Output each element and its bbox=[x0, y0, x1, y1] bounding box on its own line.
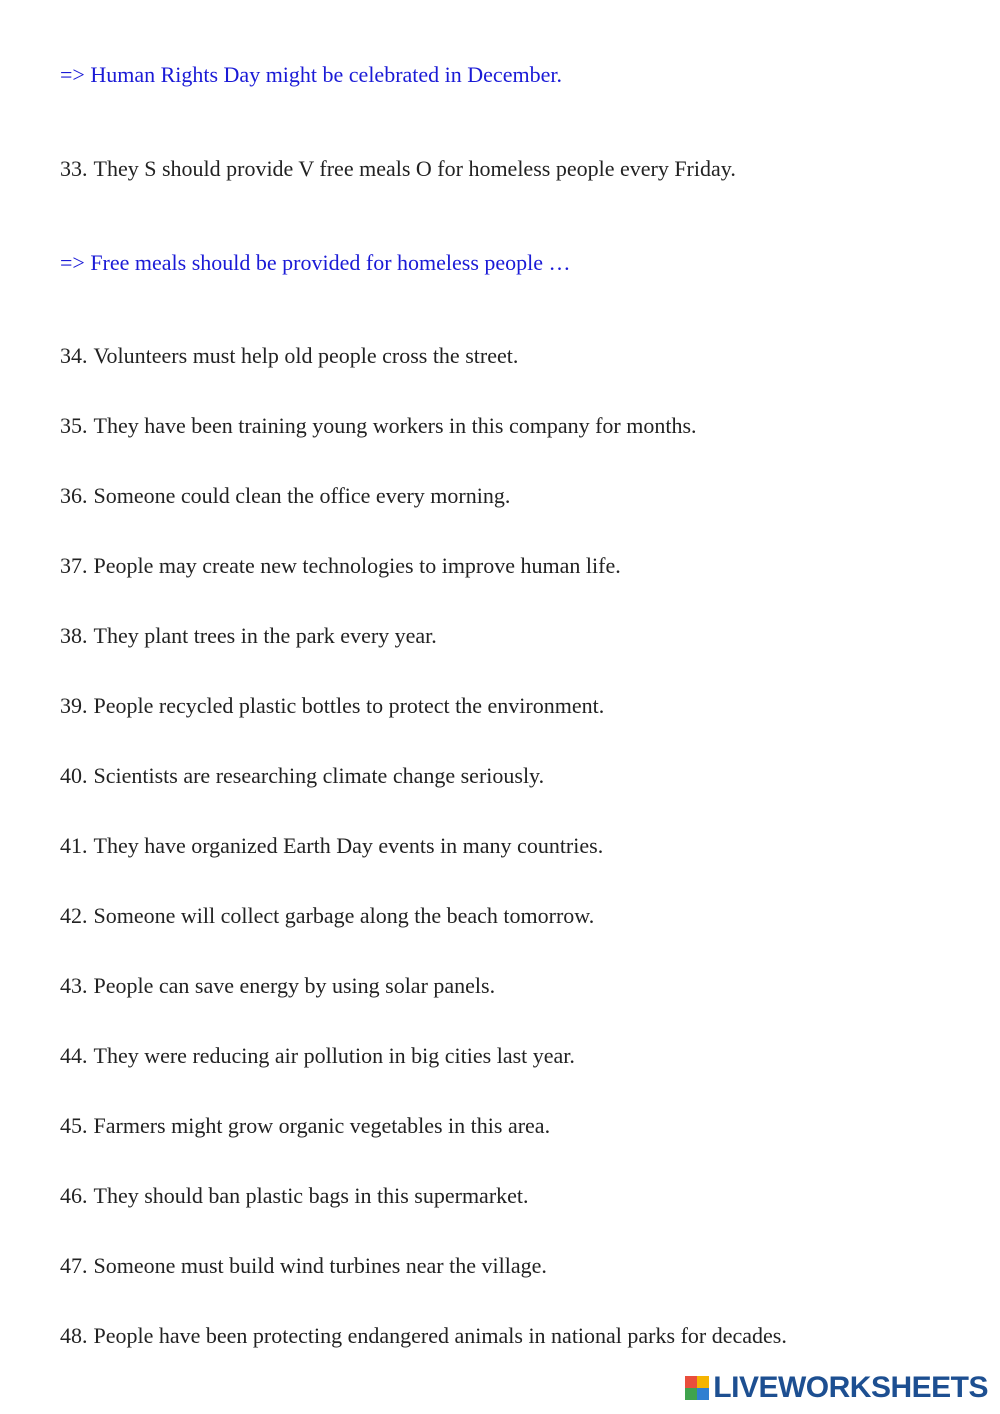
question-36 bbox=[60, 482, 510, 510]
question-text: They S should provide V free meals O for homeless people every Friday. bbox=[93, 156, 736, 181]
question-42 bbox=[60, 902, 594, 930]
logo-text: LIVEWORKSHEETS bbox=[713, 1371, 988, 1404]
question-48 bbox=[60, 1322, 787, 1350]
question-number: 34. bbox=[60, 343, 88, 368]
question-text: People have been protecting endangered animals in national parks for decades. bbox=[93, 1323, 787, 1348]
logo-square-green bbox=[685, 1388, 697, 1400]
question-37 bbox=[60, 552, 621, 580]
logo-square-red bbox=[685, 1376, 697, 1388]
question-number: 38. bbox=[60, 623, 88, 648]
question-number: 40. bbox=[60, 763, 88, 788]
liveworksheets-logo[interactable] bbox=[685, 1370, 988, 1406]
question-33 bbox=[60, 155, 736, 183]
question-number: 44. bbox=[60, 1043, 88, 1068]
question-number: 41. bbox=[60, 833, 88, 858]
question-39 bbox=[60, 692, 604, 720]
question-text: Volunteers must help old people cross the street. bbox=[93, 343, 519, 368]
question-number: 47. bbox=[60, 1253, 88, 1278]
question-number: 46. bbox=[60, 1183, 88, 1208]
question-number: 36. bbox=[60, 483, 88, 508]
question-number: 43. bbox=[60, 973, 88, 998]
question-44 bbox=[60, 1042, 575, 1070]
question-text: Someone must build wind turbines near the village. bbox=[93, 1253, 547, 1278]
question-number: 42. bbox=[60, 903, 88, 928]
question-46 bbox=[60, 1182, 529, 1210]
question-number: 35. bbox=[60, 413, 88, 438]
question-text: Scientists are researching climate change seriously. bbox=[93, 763, 545, 788]
question-45 bbox=[60, 1112, 550, 1140]
question-text: People can save energy by using solar panels. bbox=[93, 973, 496, 998]
logo-square-yellow bbox=[697, 1376, 709, 1388]
question-number: 33. bbox=[60, 156, 88, 181]
question-number: 39. bbox=[60, 693, 88, 718]
question-text: They were reducing air pollution in big cities last year. bbox=[93, 1043, 575, 1068]
question-text: They plant trees in the park every year. bbox=[93, 623, 437, 648]
question-text: People may create new technologies to improve human life. bbox=[93, 553, 621, 578]
question-number: 48. bbox=[60, 1323, 88, 1348]
question-40 bbox=[60, 762, 544, 790]
question-34 bbox=[60, 342, 518, 370]
question-47 bbox=[60, 1252, 547, 1280]
question-text: Farmers might grow organic vegetables in this area. bbox=[93, 1113, 551, 1138]
question-number: 45. bbox=[60, 1113, 88, 1138]
question-38 bbox=[60, 622, 437, 650]
question-number: 37. bbox=[60, 553, 88, 578]
answer-line-33: => Free meals should be provided for homeless people … bbox=[60, 250, 571, 275]
question-text: People recycled plastic bottles to protect the environment. bbox=[93, 693, 605, 718]
question-41 bbox=[60, 832, 603, 860]
question-text: Someone could clean the office every morning. bbox=[93, 483, 511, 508]
logo-square-blue bbox=[697, 1388, 709, 1400]
question-text: Someone will collect garbage along the beach tomorrow. bbox=[93, 903, 595, 928]
question-43 bbox=[60, 972, 495, 1000]
question-text: They should ban plastic bags in this supermarket. bbox=[93, 1183, 529, 1208]
question-35 bbox=[60, 412, 697, 440]
liveworksheets-logo-icon bbox=[685, 1376, 709, 1400]
question-text: They have organized Earth Day events in many countries. bbox=[93, 833, 604, 858]
question-text: They have been training young workers in this company for months. bbox=[93, 413, 697, 438]
answer-line-32: => Human Rights Day might be celebrated in December. bbox=[60, 62, 562, 87]
